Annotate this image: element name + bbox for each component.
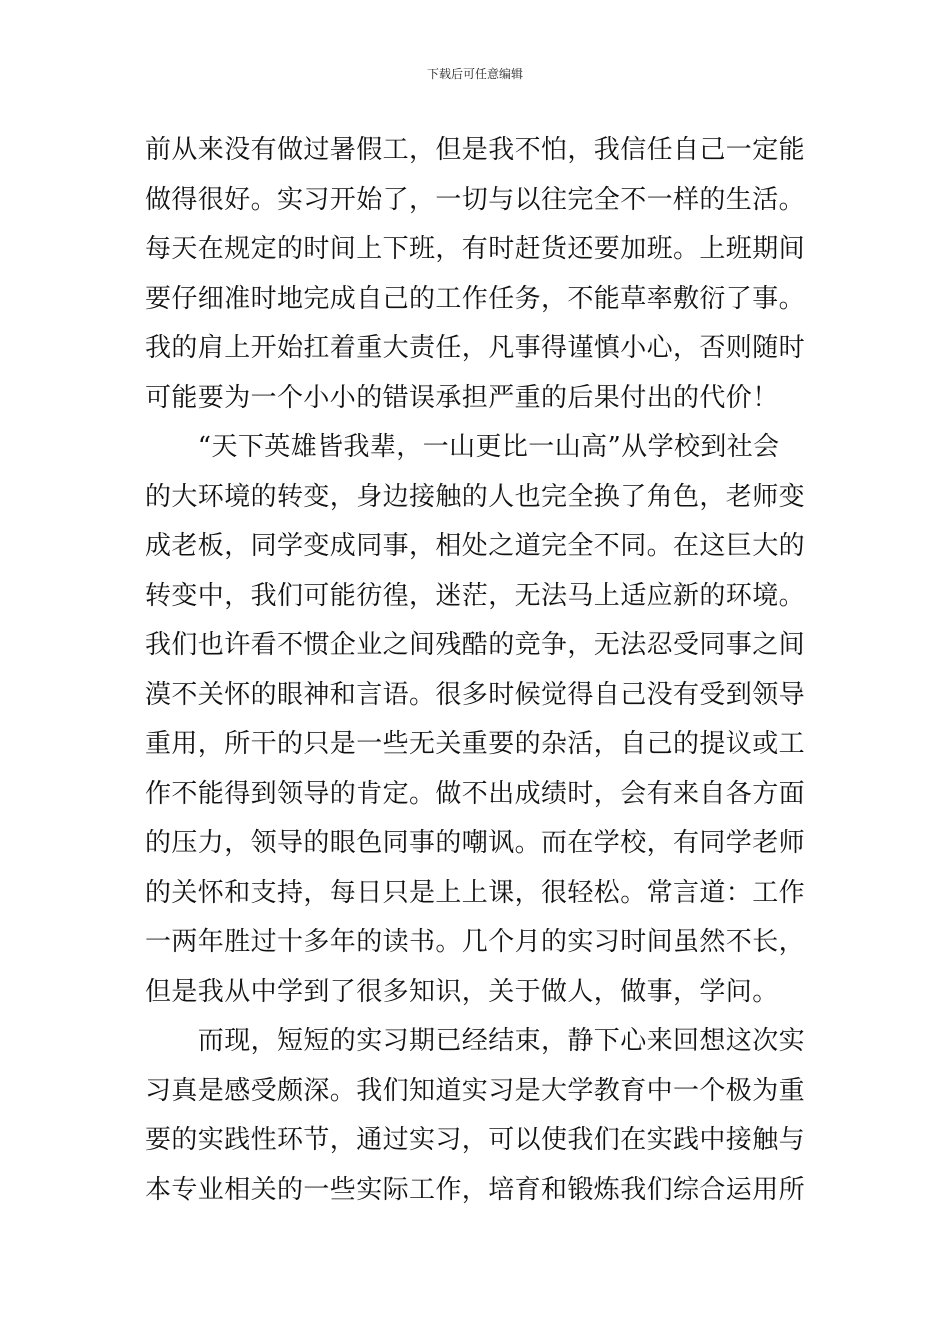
text-line: 的大环境的转变，身边接触的人也完全换了角色，老师变	[145, 481, 806, 512]
text-line: 一两年胜过十多年的读书。几个月的实习时间虽然不长，	[145, 927, 806, 957]
text-line: 漠不关怀的眼神和言语。很多时候觉得自己没有受到领导	[145, 679, 806, 710]
text-line: 做得很好。实习开始了，一切与以往完全不一样的生活。	[145, 184, 806, 215]
paragraph-2	[145, 423, 811, 1017]
text-line: 我的肩上开始扛着重大责任，凡事得谨慎小心，否则随时	[145, 333, 806, 363]
text-line: 而现，短短的实习期已经结束，静下心来回想这次实	[145, 1026, 806, 1056]
text-line: 要仔细准时地完成自己的工作任务，不能草率敷衍了事。	[145, 283, 806, 314]
text-line: 成老板，同学变成同事，相处之道完全不同。在这巨大的	[145, 531, 806, 561]
text-line: 要的实践性环节，通过实习，可以使我们在实践中接触与	[145, 1125, 806, 1155]
text-line: 作不能得到领导的肯定。做不出成绩时，会有来自各方面	[145, 778, 806, 809]
text-line: 但是我从中学到了很多知识，关于做人，做事，学问。	[145, 976, 779, 1007]
paragraph-1	[145, 126, 811, 423]
text-line: 的压力，领导的眼色同事的嘲讽。而在学校，有同学老师	[145, 828, 806, 858]
text-line: 我们也许看不惯企业之间残酷的竞争，无法忍受同事之间	[145, 630, 806, 660]
text-line: 习真是感受颇深。我们知道实习是大学教育中一个极为重	[145, 1075, 806, 1106]
text-line: “天下英雄皆我辈，一山更比一山高”从学校到社会	[145, 432, 780, 462]
text-line: 转变中，我们可能彷徨，迷茫，无法马上适应新的环境。	[145, 580, 806, 611]
text-line: 每天在规定的时间上下班，有时赶货还要加班。上班期间	[145, 234, 806, 264]
text-line: 前从来没有做过暑假工，但是我不怕，我信任自己一定能	[145, 135, 806, 165]
paragraph-3	[145, 1017, 811, 1215]
text-line: 可能要为一个小小的错误承担严重的后果付出的代价！	[145, 382, 779, 413]
page-header: 下载后可任意编辑	[426, 67, 523, 81]
text-line: 的关怀和支持，每日只是上上课，很轻松。常言道：工作	[145, 877, 806, 908]
document-body	[145, 126, 811, 1215]
text-line: 本专业相关的一些实际工作，培育和锻炼我们综合运用所	[145, 1174, 806, 1205]
text-line: 重用，所干的只是一些无关重要的杂活，自己的提议或工	[145, 729, 806, 759]
